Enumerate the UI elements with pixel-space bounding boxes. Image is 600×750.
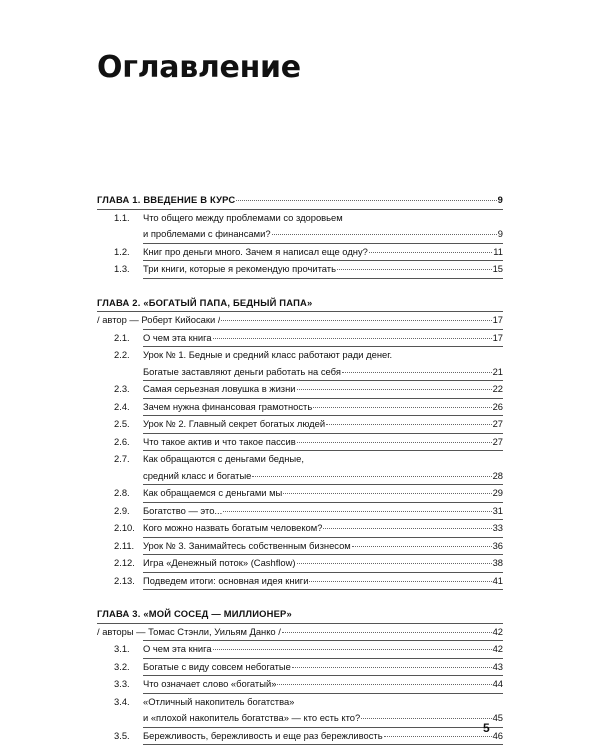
- entry-number: 1.1.: [114, 211, 130, 223]
- dot-leader: [313, 406, 491, 408]
- toc-entry[interactable]: [97, 226, 503, 243]
- dot-leader: [252, 475, 491, 477]
- entry-title: Кого можно назвать богатым человеком?: [143, 522, 323, 533]
- chapter-heading[interactable]: [97, 606, 503, 623]
- dot-leader: [223, 510, 491, 512]
- entry-page: 44: [492, 678, 503, 689]
- toc-entry[interactable]: [97, 381, 503, 398]
- toc-entry[interactable]: [97, 676, 503, 693]
- entry-number: 2.10.: [114, 522, 135, 533]
- entry-title: Зачем нужна финансовая грамотность: [143, 400, 313, 412]
- entry-title: средний класс и богатые: [143, 469, 252, 481]
- entry-page: 17: [492, 331, 503, 343]
- toc-entry[interactable]: [97, 694, 503, 711]
- entry-title: Богатые заставляют деньги работать на себя: [143, 365, 341, 377]
- toc-entry[interactable]: [97, 347, 503, 364]
- chapter-title: ГЛАВА 2. «БОГАТЫЙ ПАПА, БЕДНЫЙ ПАПА»: [97, 296, 313, 308]
- author-page: 17: [492, 314, 503, 325]
- entry-title: и «плохой накопитель богатства» — кто есть кто?: [143, 712, 361, 723]
- entry-title: Что такое актив и что такое пассив: [143, 435, 296, 447]
- toc-entry[interactable]: [97, 555, 503, 572]
- dot-leader: [297, 562, 492, 564]
- entry-page: 42: [492, 643, 503, 654]
- entry-number: 2.5.: [114, 418, 130, 429]
- toc-entry[interactable]: [97, 244, 503, 261]
- toc-entry[interactable]: [97, 416, 503, 433]
- entry-number: 2.3.: [114, 383, 130, 394]
- entry-page: 9: [497, 228, 503, 239]
- entry-page: 27: [492, 418, 503, 429]
- entry-page: 33: [492, 522, 503, 533]
- dot-leader: [342, 371, 492, 373]
- entry-page: 27: [492, 435, 503, 447]
- entry-title: Урок № 3. Занимайтесь собственным бизнесом: [143, 539, 351, 551]
- dot-leader: [283, 492, 491, 494]
- entry-page: 45: [492, 712, 503, 723]
- row-divider: [143, 744, 503, 745]
- entry-number: 3.2.: [114, 660, 130, 672]
- entry-number: 3.4.: [114, 695, 130, 707]
- entry-title: «Отличный накопитель богатства»: [143, 695, 295, 707]
- toc-entry[interactable]: [97, 520, 503, 537]
- toc-entry[interactable]: [97, 210, 503, 227]
- entry-page: 36: [492, 539, 503, 551]
- entry-number: 2.8.: [114, 487, 130, 498]
- toc-entry[interactable]: [97, 451, 503, 468]
- entry-number: 3.3.: [114, 678, 130, 689]
- chapter-gap: [97, 590, 503, 606]
- dot-leader: [337, 268, 492, 270]
- entry-title: Урок № 1. Бедные и средний класс работают ради денег.: [143, 349, 393, 360]
- dot-leader: [272, 233, 497, 235]
- toc-entry[interactable]: [97, 364, 503, 381]
- dot-leader: [277, 683, 491, 685]
- entry-page: 31: [492, 504, 503, 516]
- dot-leader: [221, 319, 491, 321]
- entry-title: Что означает слово «богатый»: [143, 678, 277, 689]
- entry-number: 2.13.: [114, 574, 135, 586]
- author-page: 42: [492, 625, 503, 637]
- toc-entry[interactable]: [97, 659, 503, 676]
- entry-page: 43: [492, 660, 503, 672]
- entry-title: О чем эта книга: [143, 331, 212, 343]
- chapter-title: ГЛАВА 3. «МОЙ СОСЕД — МИЛЛИОНЕР»: [97, 608, 292, 619]
- author-text: / автор — Роберт Кийосаки /: [97, 314, 221, 325]
- entry-number: 2.1.: [114, 331, 130, 343]
- dot-leader: [361, 717, 491, 719]
- toc-entry[interactable]: [97, 641, 503, 658]
- entry-number: 2.9.: [114, 504, 130, 516]
- toc-entry[interactable]: [97, 485, 503, 502]
- toc-entry[interactable]: [97, 468, 503, 485]
- entry-page: 11: [493, 245, 503, 257]
- entry-number: 2.11.: [114, 539, 135, 551]
- author-text: / авторы — Томас Стэнли, Уильям Данко /: [97, 625, 281, 637]
- chapter-gap: [97, 279, 503, 295]
- entry-title: и проблемами с финансами?: [143, 228, 271, 239]
- dot-leader: [297, 388, 492, 390]
- chapter-author[interactable]: [97, 312, 503, 329]
- dot-leader: [309, 580, 491, 582]
- entry-page: 28: [492, 469, 503, 481]
- dot-leader: [282, 631, 492, 633]
- toc-entry[interactable]: [97, 330, 503, 347]
- chapter-page: 9: [497, 194, 503, 205]
- entry-page: 21: [492, 365, 503, 377]
- entry-number: 2.12.: [114, 557, 135, 568]
- entry-page: 26: [492, 400, 503, 412]
- toc-entry[interactable]: [97, 261, 503, 278]
- entry-title: Урок № 2. Главный секрет богатых людей: [143, 418, 326, 429]
- dot-leader: [384, 735, 492, 737]
- dot-leader: [213, 648, 492, 650]
- chapter-heading[interactable]: [97, 192, 503, 209]
- dot-leader: [213, 337, 492, 339]
- entry-number: 2.6.: [114, 435, 130, 447]
- entry-title: Как обращаются с деньгами бедные,: [143, 453, 304, 464]
- entry-title: Богатство — это...: [143, 504, 223, 516]
- entry-page: 41: [492, 574, 503, 586]
- entry-page: 22: [492, 383, 503, 394]
- toc-entry[interactable]: [97, 538, 503, 555]
- entry-number: 2.7.: [114, 453, 130, 464]
- toc-entry[interactable]: [97, 503, 503, 520]
- entry-title: Игра «Денежный поток» (Cashflow): [143, 557, 296, 568]
- entry-page: 29: [492, 487, 503, 498]
- toc-entry[interactable]: [97, 434, 503, 451]
- entry-title: Богатые с виду совсем небогатые: [143, 660, 291, 672]
- toc-entry[interactable]: [97, 573, 503, 590]
- entry-page: 15: [492, 263, 503, 274]
- entry-page: 46: [492, 729, 503, 741]
- dot-leader: [326, 423, 491, 425]
- page-number: 5: [483, 721, 490, 735]
- dot-leader: [323, 527, 491, 529]
- entry-number: 2.2.: [114, 349, 130, 360]
- entry-title: Бережливость, бережливость и еще раз бережливость: [143, 729, 383, 741]
- entry-title: Как обращаемся с деньгами мы: [143, 487, 283, 498]
- toc-entry[interactable]: [97, 399, 503, 416]
- entry-title: О чем эта книга: [143, 643, 212, 654]
- toc-entry[interactable]: [97, 710, 503, 727]
- dot-leader: [236, 199, 496, 201]
- entry-number: 1.2.: [114, 245, 130, 257]
- dot-leader: [369, 251, 492, 253]
- entry-title: Самая серьезная ловушка в жизни: [143, 383, 296, 394]
- chapter-author[interactable]: [97, 624, 503, 641]
- entry-number: 3.5.: [114, 729, 130, 741]
- entry-page: 38: [492, 557, 503, 568]
- chapter-heading[interactable]: [97, 295, 503, 312]
- entry-title: Что общего между проблемами со здоровьем: [143, 211, 343, 223]
- entry-title: Книг про деньги много. Зачем я написал еще одну?: [143, 245, 368, 257]
- entry-number: 1.3.: [114, 263, 130, 274]
- entry-number: 2.4.: [114, 400, 130, 412]
- entry-title: Подведем итоги: основная идея книги: [143, 574, 309, 586]
- dot-leader: [352, 545, 492, 547]
- dot-leader: [292, 666, 492, 668]
- dot-leader: [297, 441, 492, 443]
- chapter-title: ГЛАВА 1. ВВЕДЕНИЕ В КУРС: [97, 194, 236, 205]
- toc-entry[interactable]: [97, 728, 503, 745]
- page-title: Оглавление: [97, 50, 301, 85]
- entry-title: Три книги, которые я рекомендую прочитать: [143, 263, 336, 274]
- entry-number: 3.1.: [114, 643, 130, 654]
- table-of-contents: [97, 192, 503, 745]
